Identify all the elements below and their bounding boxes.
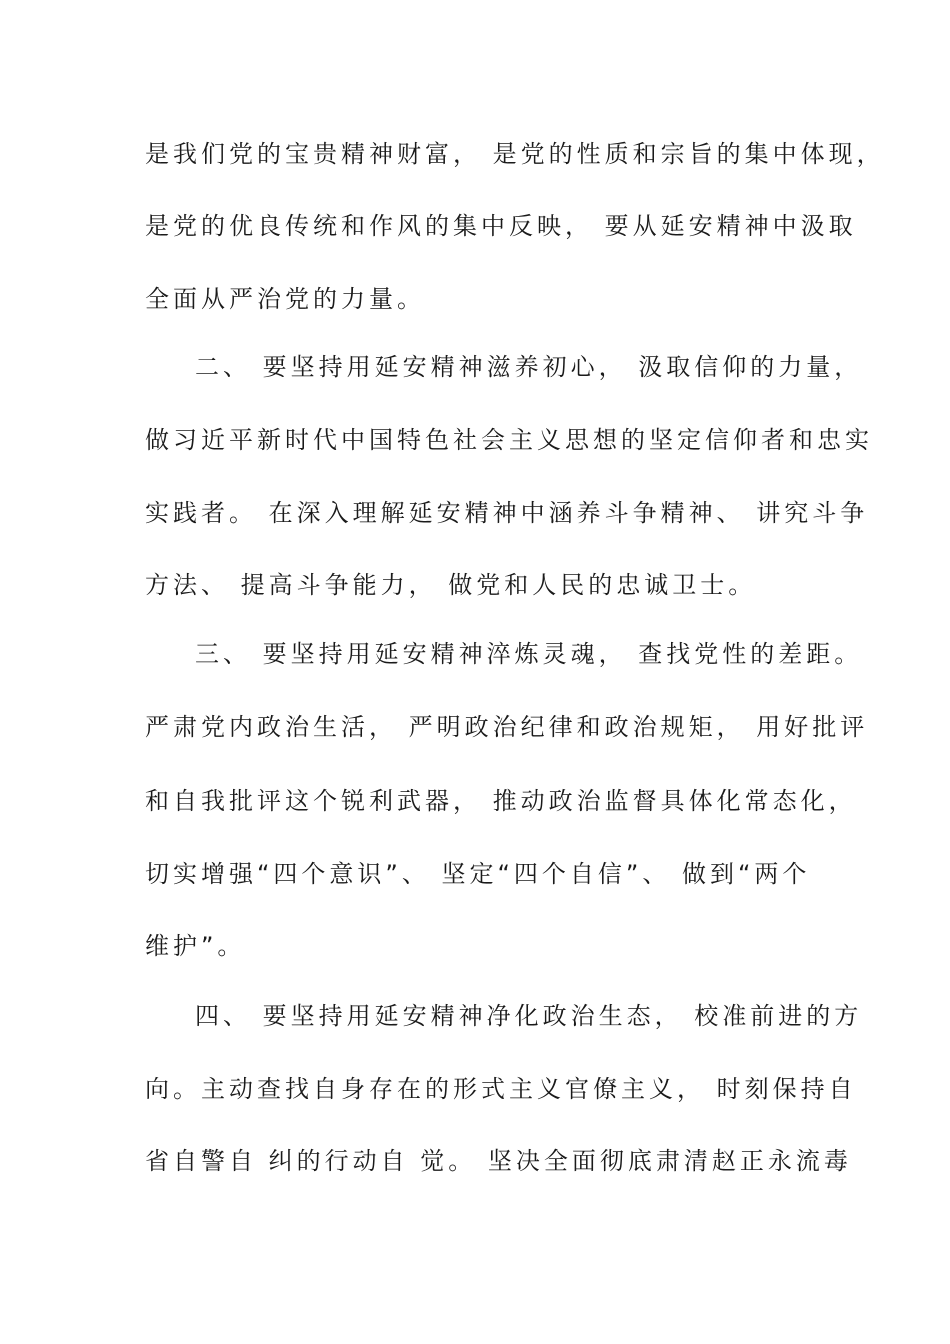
text-line: 做习近平新时代中国特色社会主义思想的坚定信仰者和忠实 — [145, 426, 873, 454]
text-line: 方法、 提高斗争能力， 做党和人民的忠诚卫士。 — [145, 571, 757, 599]
text-line: 向。主动查找自身存在的形式主义官僚主义， 时刻保持自 — [145, 1075, 857, 1103]
text-line: 是党的优良传统和作风的集中反映， 要从延安精神中汲取 — [145, 212, 857, 240]
text-line: 和自我批评这个锐利武器， 推动政治监督具体化常态化， — [145, 787, 857, 815]
text-line: 切实增强“四个意识”、 坚定“四个自信”、 做到“两个 — [145, 860, 811, 888]
text-line: 是我们党的宝贵精神财富， 是党的性质和宗旨的集中体现， — [145, 140, 885, 168]
text-line: 省自警自 纠的行动自 觉。 坚决全面彻底肃清赵正永流毒 — [145, 1147, 852, 1175]
text-line: 维护”。 — [145, 932, 246, 960]
text-line: 全面从严治党的力量。 — [145, 285, 425, 313]
text-line: 严肃党内政治生活， 严明政治纪律和政治规矩， 用好批评 — [145, 713, 869, 741]
section-heading-line: 三、 要坚持用延安精神淬炼灵魂， 查找党性的差距。 — [195, 640, 863, 668]
text-line: 实践者。 在深入理解延安精神中涵养斗争精神、 讲究斗争 — [145, 499, 869, 527]
section-heading-line: 二、 要坚持用延安精神滋养初心， 汲取信仰的力量， — [195, 353, 863, 381]
section-heading-line: 四、 要坚持用延安精神净化政治生态， 校准前进的方 — [195, 1002, 863, 1030]
